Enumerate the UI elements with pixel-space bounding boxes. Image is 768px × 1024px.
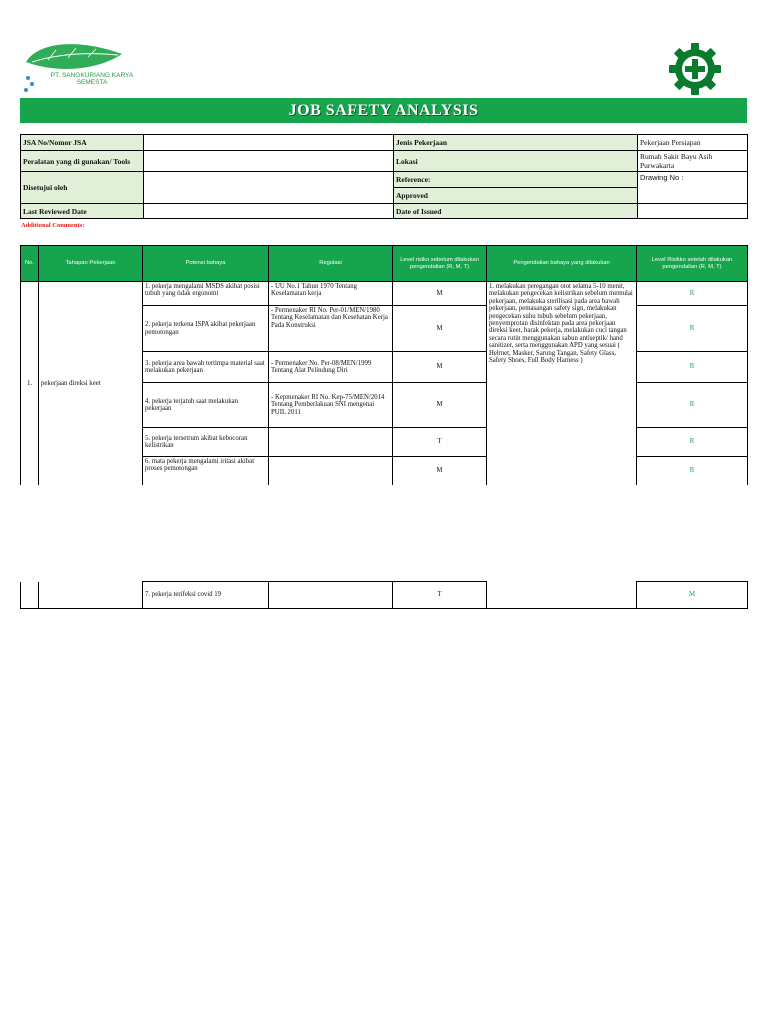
regulation-cell bbox=[269, 428, 393, 457]
equipment-label: Peralatan yang di gunakan/ Tools bbox=[21, 151, 144, 172]
company-name-line2: SEMESTA bbox=[76, 79, 108, 86]
risk-after-cell: R bbox=[637, 282, 748, 306]
approved-by-label: Disetujui oleh bbox=[21, 172, 144, 204]
regulation-cell: - Kepmenaker RI No. Kep-75/MEN/2014 Tentang Pemberlakuan SNI mengenai PUIL 2011 bbox=[269, 383, 393, 428]
approved-label: Approved bbox=[394, 188, 638, 204]
risk-before-cell: T bbox=[393, 428, 487, 457]
last-reviewed-label: Last Reviewed Date bbox=[21, 204, 144, 219]
last-reviewed-field[interactable] bbox=[144, 204, 394, 219]
company-logo-icon bbox=[18, 40, 130, 98]
equipment-field[interactable] bbox=[144, 151, 394, 172]
risk-after-cell: R bbox=[637, 306, 748, 352]
risk-after-cell: R bbox=[637, 457, 748, 485]
hazard-cell: 5. pekerja tersetrum akibat kebocoran kelistrikan bbox=[143, 428, 269, 457]
risk-after-cell: R bbox=[637, 383, 748, 428]
regulation-cell bbox=[269, 582, 393, 609]
additional-comments-label: Additional Comments: bbox=[21, 222, 85, 229]
location-value: Rumah Sakit Bayu Asih Purwakarta bbox=[638, 151, 748, 172]
date-issued-label: Date of Issued bbox=[394, 204, 638, 219]
header-regulation: Regulasi bbox=[269, 246, 393, 282]
regulation-cell: - Permenaker No. Per-08/MEN/1999 Tentang Alat Pelindung Diri bbox=[269, 352, 393, 383]
risk-before-cell: T bbox=[393, 582, 487, 609]
jsa-no-label: JSA No/Nomor JSA bbox=[21, 135, 144, 151]
regulation-cell: - Permenaker RI No. Per-01/MEN/1980 Tentang Keselamatan dan Kesehatan Kerja Pada Konstruksi bbox=[269, 306, 393, 352]
company-name bbox=[36, 72, 148, 86]
stage-cell: pekerjaan direksi keet bbox=[39, 282, 143, 485]
header-no: No. bbox=[21, 246, 39, 282]
gear-cross-icon bbox=[668, 42, 722, 96]
risk-after-cell: R bbox=[637, 428, 748, 457]
header-risk-before: Level risiko sebelum dilakukan pengendalian (R, M, T) bbox=[393, 246, 487, 282]
control-cell: 1. melakukan peregangan otot selama 5-10 menit, melakukan pengecekan kelistrikan sebelum memulai pekerjaan, melakuka sterilisasi pada area bawah pekerjaan, pemasangan safety sign, melakukan pengecekan suhu tubuh sebelum pekerjaan, penyemprotan disinfektan pada area pekerjaan direksi keet, barak pekerja, melakukan cuci tangan secara rutin menggunakan sabun antiseptik/ hand sanitizer, serta menggunakan APD yang sesuai ( Helmet, Masker, Sarung Tangan, Safety Glass, Safety Shoes, Full Body Harness ) bbox=[487, 282, 637, 485]
drawing-no-field[interactable]: Drawing No : bbox=[638, 172, 748, 204]
date-issued-field[interactable] bbox=[638, 204, 748, 219]
page-title: JOB SAFETY ANALYSIS bbox=[20, 98, 747, 123]
company-name-line1: PT. SANGKURIANG KARYA bbox=[50, 72, 134, 79]
risk-after-cell: M bbox=[637, 582, 748, 609]
approved-by-field[interactable] bbox=[144, 172, 394, 204]
header-risk-after: Level Risikko setelah dilakukan pengendalian (R, M, T) bbox=[637, 246, 748, 282]
jsa-no-field[interactable] bbox=[144, 135, 394, 151]
hazard-cell: 2. pekerja terkena ISPA akibat pekerjaan pemotongan bbox=[143, 306, 269, 352]
regulation-cell: - UU No.1 Tahun 1970 Tentang Keselamatan kerja bbox=[269, 282, 393, 306]
header-hazard: Potensi bahaya bbox=[143, 246, 269, 282]
risk-before-cell: M bbox=[393, 306, 487, 352]
hazard-cell: 6. mata pekerja mengalami iritasi akibat proses pemotongan bbox=[143, 457, 269, 485]
regulation-cell bbox=[269, 457, 393, 485]
hazard-cell: 3. pekerja area bawah tertimpa material saat melakukan pekerjaan bbox=[143, 352, 269, 383]
hazard-cell: 1. pekerja mengalami MSDS akibat posisi tubuh yang tidak ergonomi bbox=[143, 282, 269, 306]
control-cell bbox=[487, 582, 637, 609]
job-type-value: Pekerjaan Persiapan bbox=[638, 135, 748, 151]
stage-cell bbox=[39, 582, 143, 609]
job-type-label: Jenis Pekerjaan bbox=[394, 135, 638, 151]
table-row bbox=[21, 582, 748, 609]
row-number: 1. bbox=[21, 282, 39, 485]
location-label: Lokasi bbox=[394, 151, 638, 172]
reference-label: Reference: bbox=[394, 172, 638, 188]
risk-after-cell: R bbox=[637, 352, 748, 383]
hazard-cell: 7. pekerja terifeksi covid 19 bbox=[143, 582, 269, 609]
hazard-cell: 4. pekerja terjatuh saat melakukan pekerjaan bbox=[143, 383, 269, 428]
header-control: Pengendalian bahaya yang dilakukan bbox=[487, 246, 637, 282]
header-stage: Tahapan Pekerjaan bbox=[39, 246, 143, 282]
risk-before-cell: M bbox=[393, 282, 487, 306]
risk-before-cell: M bbox=[393, 383, 487, 428]
jsa-info-table bbox=[20, 134, 748, 219]
risk-before-cell: M bbox=[393, 457, 487, 485]
hazard-table bbox=[20, 245, 748, 485]
hazard-table-continued bbox=[20, 581, 748, 609]
row-number bbox=[21, 582, 39, 609]
risk-before-cell: M bbox=[393, 352, 487, 383]
table-row bbox=[21, 282, 748, 306]
